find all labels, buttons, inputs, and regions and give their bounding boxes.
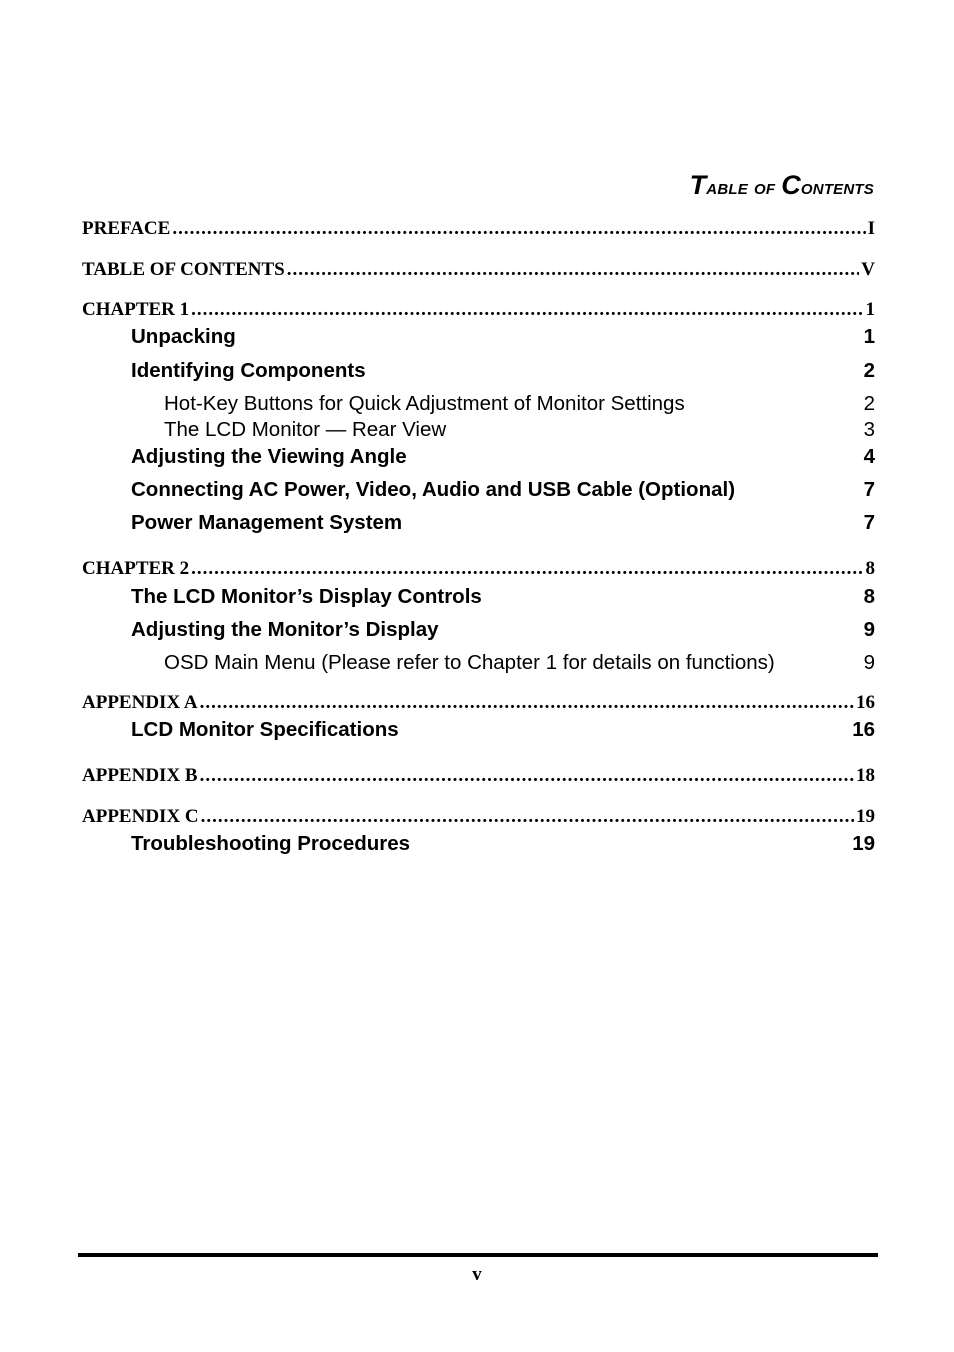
dot-leader	[200, 765, 854, 787]
toc-entry-page: 2	[863, 392, 875, 415]
toc-entry-identifying-components[interactable]	[131, 359, 875, 383]
toc-entry-label: CHAPTER 1	[82, 299, 190, 320]
toc-entry-page: 16	[856, 692, 875, 713]
toc-entry-appendix-b[interactable]	[82, 765, 875, 787]
toc-entry-page: 1	[865, 299, 875, 320]
toc-entry-label: The LCD Monitor — Rear View	[164, 418, 447, 441]
toc-entry-page: 18	[856, 765, 875, 786]
toc-entry-page: 1	[863, 325, 875, 348]
dot-leader	[201, 806, 854, 828]
toc-entry-adjusting-display[interactable]	[131, 618, 875, 642]
toc-entry-hot-key-buttons[interactable]	[164, 392, 875, 416]
toc-entry-specifications[interactable]	[131, 718, 875, 742]
toc-entry-label: Power Management System	[131, 511, 403, 534]
toc-entry-page: 3	[863, 418, 875, 441]
toc-entry-osd-main-menu[interactable]	[164, 651, 875, 675]
toc-entry-label: Connecting AC Power, Video, Audio and USB Cable (Optional)	[131, 478, 736, 501]
toc-entry-rear-view[interactable]	[164, 418, 875, 442]
toc-entry-viewing-angle[interactable]	[131, 445, 875, 469]
title-part-1: able of	[706, 176, 782, 199]
toc-entry-label: PREFACE	[82, 218, 171, 239]
toc-entry-page: 8	[865, 558, 875, 579]
toc-entry-page: 9	[863, 618, 875, 641]
dot-leader	[191, 558, 863, 580]
toc-entry-label: APPENDIX A	[82, 692, 198, 713]
title-initial-t: T	[689, 170, 707, 200]
toc-entry-table-of-contents[interactable]	[82, 259, 875, 281]
toc-entry-page: I	[867, 218, 875, 239]
toc-entry-label: CHAPTER 2	[82, 558, 190, 579]
toc-entry-page: 7	[863, 478, 875, 501]
toc-entry-label: APPENDIX B	[82, 765, 198, 786]
toc-entry-page: 16	[852, 718, 875, 741]
toc-entry-page: 19	[852, 832, 875, 855]
toc-entry-page: 7	[863, 511, 875, 534]
toc-entry-label: Adjusting the Monitor’s Display	[131, 618, 439, 641]
dot-leader	[200, 692, 854, 714]
toc-entry-label: TABLE OF CONTENTS	[82, 259, 285, 280]
toc-entry-appendix-c[interactable]	[82, 806, 875, 828]
dot-leader	[191, 299, 863, 321]
toc-entry-connecting-ac-power[interactable]	[131, 478, 875, 502]
toc-entry-label: Hot-Key Buttons for Quick Adjustment of Monitor Settings	[164, 392, 685, 415]
toc-entry-label: LCD Monitor Specifications	[131, 718, 399, 741]
toc-entry-page: 2	[863, 359, 875, 382]
toc-entry-page: 19	[856, 806, 875, 827]
footer-divider	[78, 1253, 878, 1257]
toc-entry-page: 8	[863, 585, 875, 608]
toc-entry-label: Adjusting the Viewing Angle	[131, 445, 407, 468]
toc-entry-label: Unpacking	[131, 325, 236, 348]
toc-entry-label: OSD Main Menu (Please refer to Chapter 1 for details on functions)	[164, 651, 775, 674]
toc-entry-power-management[interactable]	[131, 511, 875, 535]
toc-entry-unpacking[interactable]	[131, 325, 875, 349]
footer-page-number: v	[472, 1264, 482, 1285]
dot-leader	[287, 259, 860, 281]
title-part-2: ontents	[800, 176, 874, 199]
toc-entry-label: The LCD Monitor’s Display Controls	[131, 585, 482, 608]
toc-entry-page: V	[861, 259, 875, 280]
toc-entry-label: Identifying Components	[131, 359, 366, 382]
toc-entry-page: 9	[863, 651, 875, 674]
toc-entry-preface[interactable]	[82, 218, 875, 240]
toc-entry-appendix-a[interactable]	[82, 692, 875, 714]
toc-entry-chapter-1[interactable]	[82, 299, 875, 321]
toc-entry-page: 4	[863, 445, 875, 468]
toc-entry-chapter-2[interactable]	[82, 558, 875, 580]
dot-leader	[172, 218, 865, 240]
toc-entry-label: Troubleshooting Procedures	[131, 832, 411, 855]
toc-entry-troubleshooting[interactable]	[131, 832, 875, 856]
toc-entry-label: APPENDIX C	[82, 806, 199, 827]
toc-entry-display-controls[interactable]	[131, 585, 875, 609]
title-initial-c: C	[781, 170, 801, 200]
